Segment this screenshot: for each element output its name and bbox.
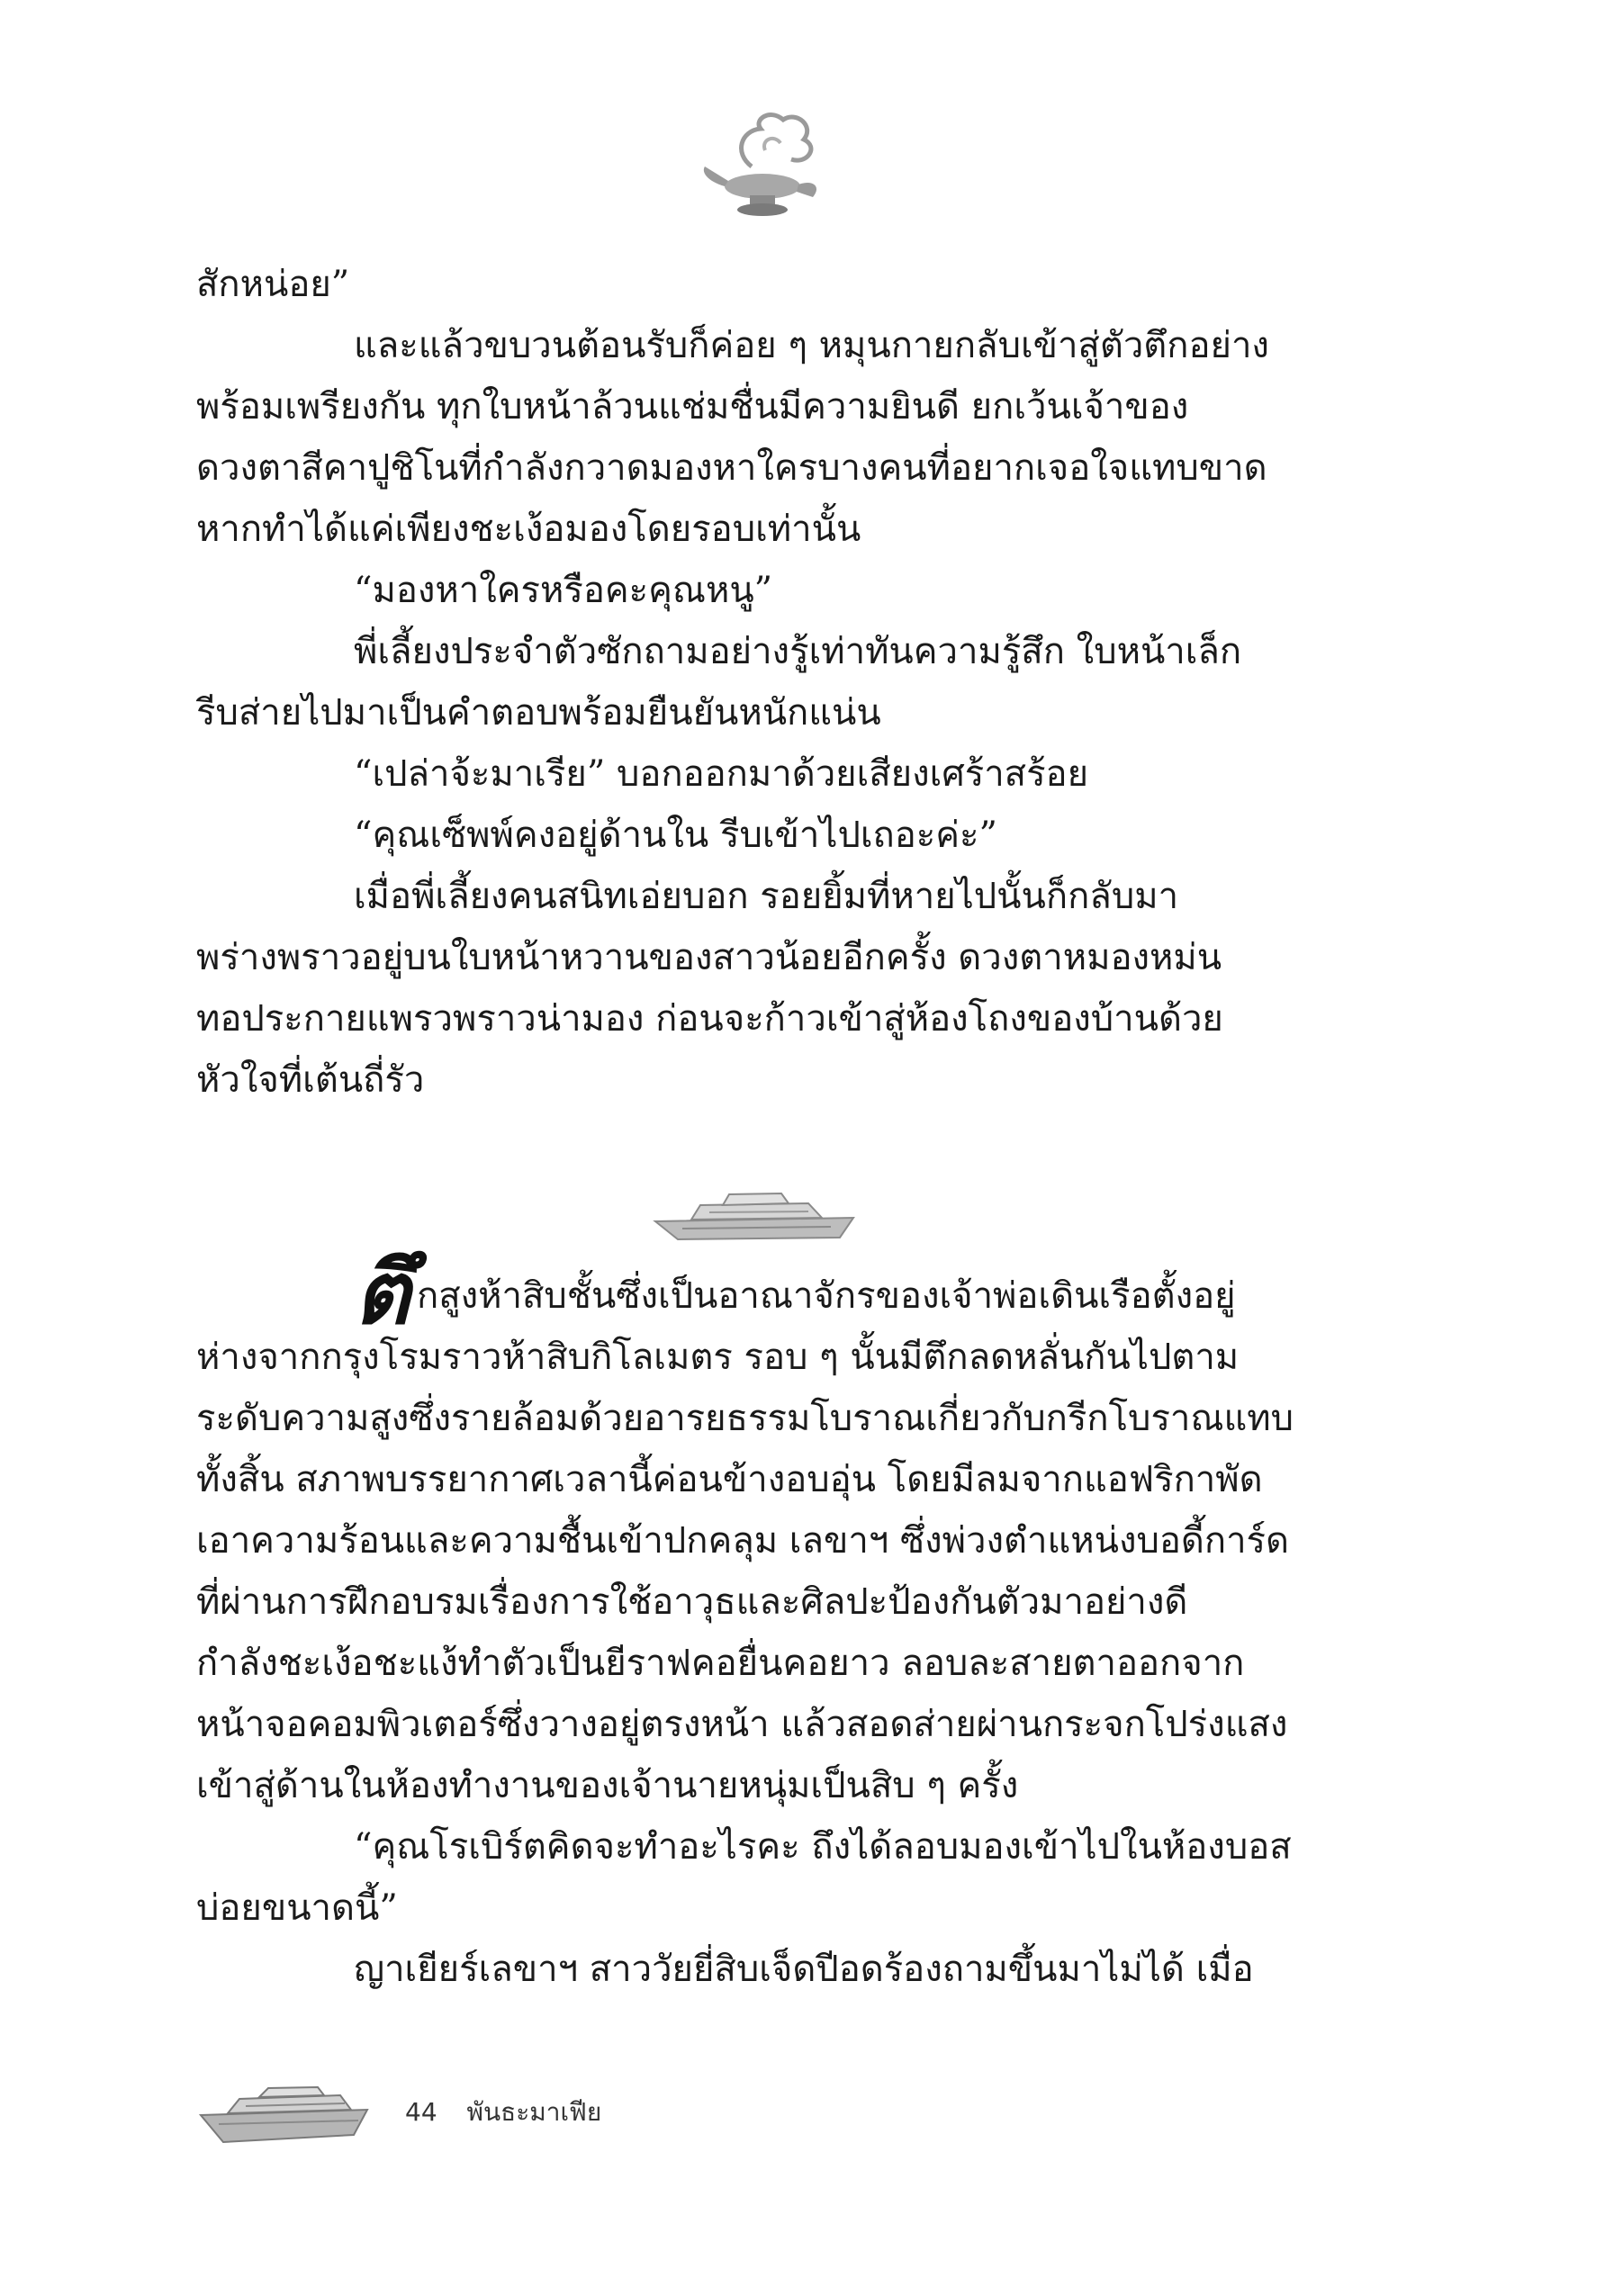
text-line: “เปล่าจ้ะมาเรีย” บอกออกมาด้วยเสียงเศร้าสร้อย xyxy=(354,753,1089,795)
text-line: สักหน่อย” xyxy=(196,264,350,305)
book-title: พันธะมาเฟีย xyxy=(466,2097,602,2127)
text-line: พร่างพราวอยู่บนใบหน้าหวานของสาวน้อยอีกครั้ง ดวงตาหมองหม่น xyxy=(196,937,1222,978)
text-line: พี่เลี้ยงประจำตัวซักถามอย่างรู้เท่าทันความรู้สึก ใบหน้าเล็ก xyxy=(354,631,1242,672)
cruise-ship-icon xyxy=(196,2079,376,2151)
text-line: เอาความร้อนและความชื้นเข้าปกคลุม เลขาฯ ซึ่งพ่วงตำแหน่งบอดี้การ์ด xyxy=(196,1520,1290,1562)
text-line: บ่อยขนาดนี้” xyxy=(196,1887,398,1929)
text-line: “คุณโรเบิร์ตคิดจะทำอะไรคะ ถึงได้ลอบมองเข้าไปในห้องบอส xyxy=(354,1826,1292,1868)
text-line: ทั้งสิ้น สภาพบรรยากาศเวลานี้ค่อนข้างอบอุ่น โดยมีลมจากแอฟริกาพัด xyxy=(196,1459,1263,1500)
text-line: “คุณเซ็พพ์คงอยู่ด้านใน รีบเข้าไปเถอะค่ะ” xyxy=(354,815,997,856)
text-line: หากทำได้แค่เพียงชะเง้อมองโดยรอบเท่านั้น xyxy=(196,509,861,550)
text-line: ญาเยียร์เลขาฯ สาววัยยี่สิบเจ็ดปีอดร้องถามขึ้นมาไม่ได้ เมื่อ xyxy=(354,1949,1254,1990)
text-line: เข้าสู่ด้านในห้องทำงานของเจ้านายหนุ่มเป็นสิบ ๆ ครั้ง xyxy=(196,1765,1019,1806)
text-line: และแล้วขบวนต้อนรับก็ค่อย ๆ หมุนกายกลับเข้าสู่ตัวตึกอย่าง xyxy=(354,325,1269,366)
text-line: กำลังชะเง้อชะแง้ทำตัวเป็นยีราฟคอยื่นคอยาว ลอบละสายตาออกจาก xyxy=(196,1643,1245,1684)
text-line: รีบส่ายไปมาเป็นคำตอบพร้อมยืนยันหนักแน่น xyxy=(196,692,881,734)
text-line: ระดับความสูงซึ่งรายล้อมด้วยอารยธรรมโบราณเกี่ยวกับกรีกโบราณแทบ xyxy=(196,1398,1294,1439)
text-line: ทอประกายแพรวพราวน่ามอง ก่อนจะก้าวเข้าสู่ห้องโถงของบ้านด้วย xyxy=(196,998,1223,1040)
magic-lamp-icon xyxy=(698,104,833,225)
page-footer xyxy=(405,2093,623,2132)
text-line: เมื่อพี่เลี้ยงคนสนิทเอ่ยบอก รอยยิ้มที่หายไปนั้นก็กลับมา xyxy=(354,876,1179,917)
text-line: “มองหาใครหรือคะคุณหนู” xyxy=(354,570,773,611)
text-line: พร้อมเพรียงกัน ทุกใบหน้าล้วนแช่มชื่นมีความยินดี ยกเว้นเจ้าของ xyxy=(196,386,1189,428)
text-line: กสูงห้าสิบชั้นซึ่งเป็นอาณาจักรของเจ้าพ่อเดินเรือตั้งอยู่ xyxy=(417,1275,1236,1317)
drop-cap: ตึ xyxy=(354,1242,410,1344)
text-line: หัวใจที่เต้นถี่รัว xyxy=(196,1059,425,1101)
text-line: หน้าจอคอมพิวเตอร์ซึ่งวางอยู่ตรงหน้า แล้วสอดส่ายผ่านกระจกโปร่งแสง xyxy=(196,1704,1288,1745)
text-line: ห่างจากกรุงโรมราวห้าสิบกิโลเมตร รอบ ๆ นั้นมีตึกลดหลั่นกันไปตาม xyxy=(196,1337,1240,1378)
section-1 xyxy=(196,254,1366,1111)
text-line: ดวงตาสีคาปูชิโนที่กำลังกวาดมองหาใครบางคนที่อยากเจอใจแทบขาด xyxy=(196,447,1267,489)
ship-icon xyxy=(646,1184,871,1247)
section-2 xyxy=(196,1265,1366,2000)
page-number: 44 xyxy=(405,2097,437,2127)
text-line: ที่ผ่านการฝึกอบรมเรื่องการใช้อาวุธและศิลปะป้องกันตัวมาอย่างดี xyxy=(196,1581,1188,1623)
